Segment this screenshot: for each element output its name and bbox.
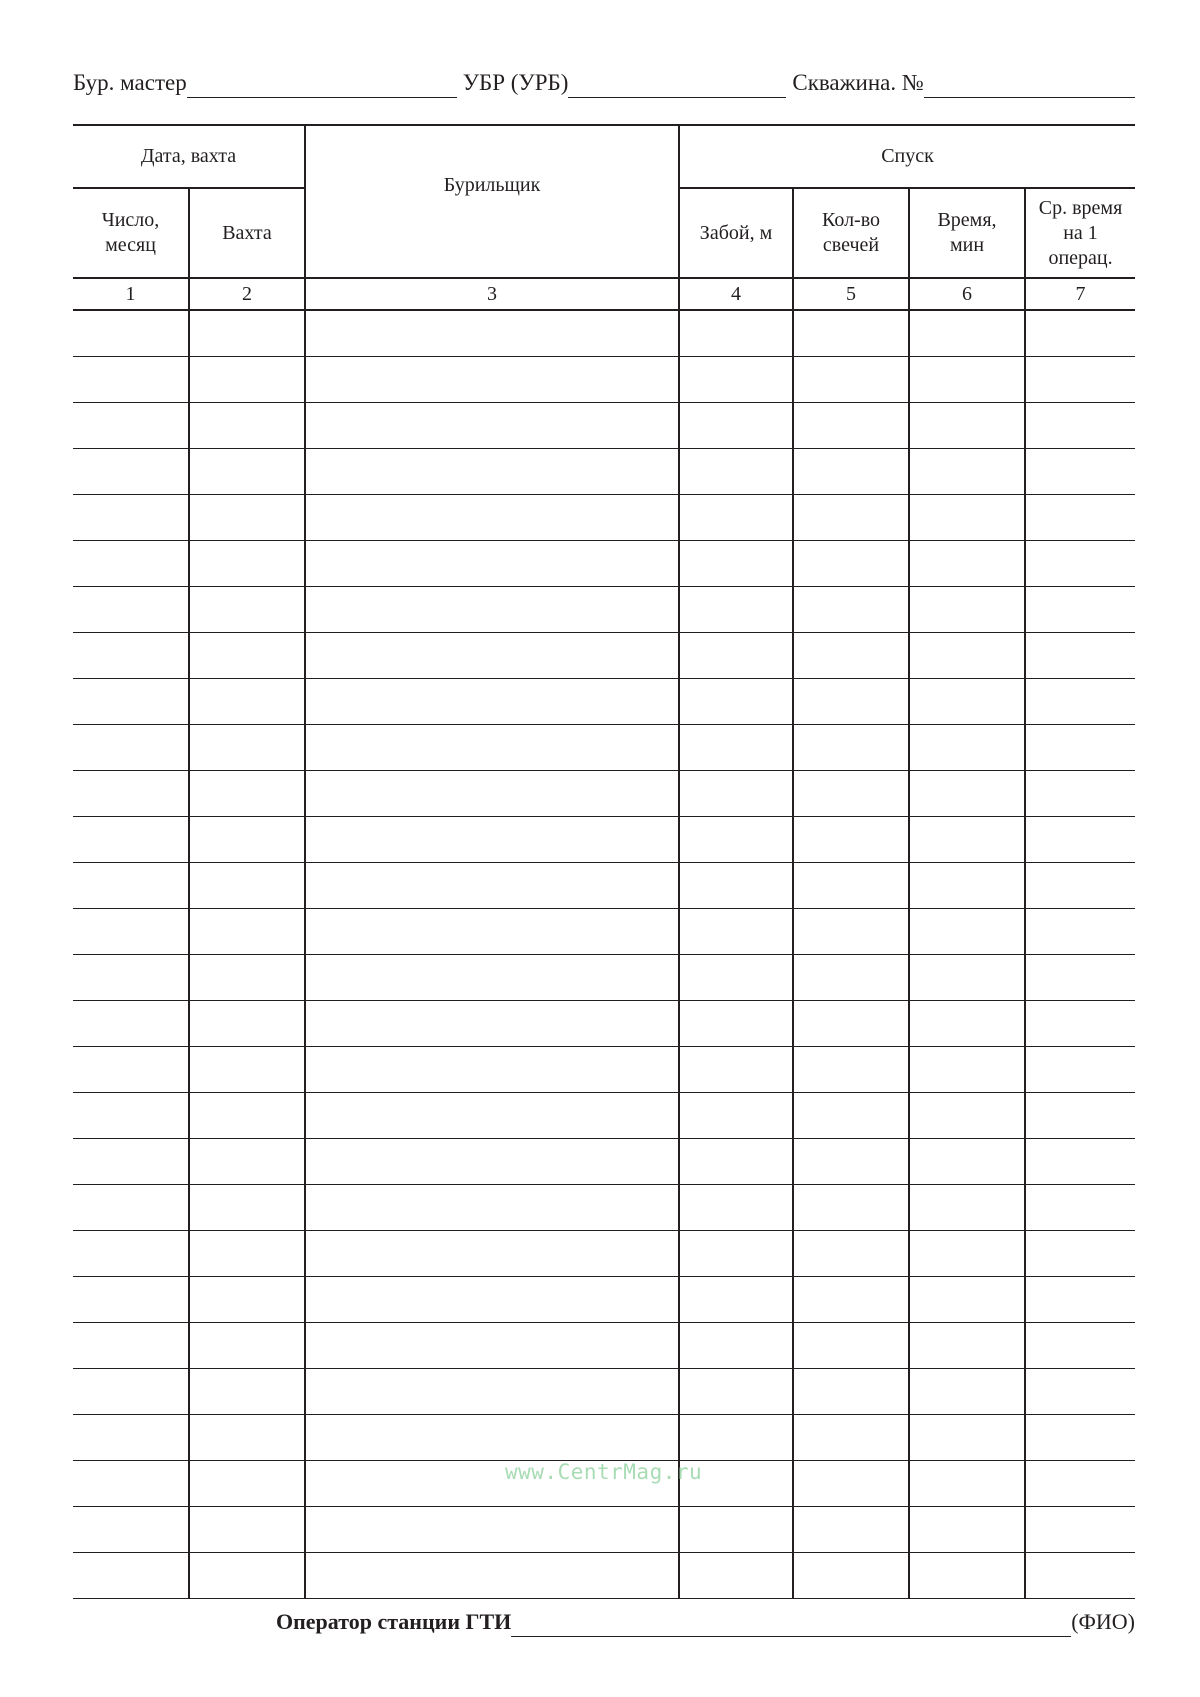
driller-cell[interactable] [305,1322,679,1368]
avg-time-cell[interactable] [1025,770,1135,816]
column-number: 6 [909,278,1025,310]
driller-cell[interactable] [305,1092,679,1138]
shift-cell[interactable] [189,1184,305,1230]
group-descent-header: Спуск [679,125,1135,188]
driller-cell[interactable] [305,770,679,816]
table-row [73,724,1135,770]
bottomhole-cell[interactable] [679,1138,793,1184]
column-number: 4 [679,278,793,310]
avg-time-cell[interactable] [1025,1414,1135,1460]
day-month-cell[interactable] [73,1368,189,1414]
shift-cell[interactable] [189,540,305,586]
avg-time-cell[interactable] [1025,1552,1135,1598]
table-row [73,310,1135,356]
full-name-hint: (ФИО) [1071,1609,1135,1634]
drilling-master-label: Бур. мастер [73,70,187,95]
stands-count-cell[interactable] [793,402,909,448]
avg-time-header-line1: Ср. время [1038,196,1123,219]
watermark-text: www.CentrMag.ru [505,1460,703,1484]
bottomhole-cell[interactable] [679,1414,793,1460]
bottomhole-cell[interactable] [679,724,793,770]
stands-count-header [793,188,909,278]
bottomhole-cell[interactable] [679,632,793,678]
stands-count-cell[interactable] [793,1368,909,1414]
bottomhole-cell[interactable] [679,1276,793,1322]
avg-time-cell[interactable] [1025,1322,1135,1368]
time-cell[interactable] [909,862,1025,908]
descent-log-table [73,124,1135,1599]
shift-cell[interactable] [189,1138,305,1184]
stands-count-cell[interactable] [793,632,909,678]
avg-time-cell[interactable] [1025,586,1135,632]
stands-count-cell[interactable] [793,1322,909,1368]
avg-time-header-line2: на 1 [1063,221,1098,244]
table-row [73,1000,1135,1046]
driller-cell[interactable] [305,1046,679,1092]
stands-count-cell[interactable] [793,1460,909,1506]
table-row [73,816,1135,862]
day-month-cell[interactable] [73,632,189,678]
time-cell[interactable] [909,1092,1025,1138]
bottomhole-cell[interactable] [679,1092,793,1138]
day-month-cell[interactable] [73,540,189,586]
bottomhole-cell[interactable] [679,310,793,356]
shift-cell[interactable] [189,310,305,356]
table-row [73,1092,1135,1138]
avg-time-cell[interactable] [1025,448,1135,494]
day-month-cell[interactable] [73,770,189,816]
stands-count-cell[interactable] [793,494,909,540]
bottomhole-cell[interactable] [679,1506,793,1552]
table-row [73,494,1135,540]
bottomhole-cell[interactable] [679,1046,793,1092]
avg-time-cell[interactable] [1025,1368,1135,1414]
stands-count-cell[interactable] [793,586,909,632]
avg-time-cell[interactable] [1025,1092,1135,1138]
table-row [73,770,1135,816]
avg-time-cell[interactable] [1025,310,1135,356]
table-row [73,1414,1135,1460]
stands-count-cell[interactable] [793,1276,909,1322]
avg-time-cell[interactable] [1025,816,1135,862]
time-cell[interactable] [909,954,1025,1000]
bottomhole-cell[interactable] [679,402,793,448]
shift-cell[interactable] [189,1322,305,1368]
day-month-cell[interactable] [73,586,189,632]
avg-time-cell[interactable] [1025,724,1135,770]
stands-count-cell[interactable] [793,1092,909,1138]
bottomhole-cell[interactable] [679,1322,793,1368]
avg-time-cell[interactable] [1025,954,1135,1000]
day-month-cell[interactable] [73,1046,189,1092]
avg-time-cell[interactable] [1025,402,1135,448]
avg-time-cell[interactable] [1025,908,1135,954]
driller-cell[interactable] [305,494,679,540]
day-month-cell[interactable] [73,1414,189,1460]
header-row-groups [73,125,1135,188]
stands-count-cell[interactable] [793,1230,909,1276]
driller-cell[interactable] [305,954,679,1000]
stands-count-cell[interactable] [793,1000,909,1046]
avg-time-cell[interactable] [1025,494,1135,540]
table-row [73,1138,1135,1184]
avg-time-cell[interactable] [1025,862,1135,908]
table-row [73,1046,1135,1092]
driller-cell[interactable] [305,1230,679,1276]
table-row [73,356,1135,402]
avg-time-cell[interactable] [1025,632,1135,678]
bottomhole-cell[interactable] [679,1184,793,1230]
bottomhole-cell[interactable] [679,954,793,1000]
bottomhole-cell[interactable] [679,540,793,586]
avg-time-cell[interactable] [1025,1230,1135,1276]
stands-count-cell[interactable] [793,1552,909,1598]
stands-count-cell[interactable] [793,1184,909,1230]
day-month-cell[interactable] [73,494,189,540]
time-cell[interactable] [909,402,1025,448]
column-number: 5 [793,278,909,310]
time-cell[interactable] [909,1276,1025,1322]
time-cell[interactable] [909,494,1025,540]
stands-count-cell[interactable] [793,356,909,402]
table-row [73,632,1135,678]
day-month-cell[interactable] [73,448,189,494]
driller-cell[interactable] [305,1368,679,1414]
avg-time-cell[interactable] [1025,1460,1135,1506]
table-row [73,908,1135,954]
bottomhole-cell[interactable] [679,356,793,402]
stands-count-cell[interactable] [793,540,909,586]
driller-cell[interactable] [305,1414,679,1460]
driller-cell[interactable] [305,310,679,356]
bottomhole-cell[interactable] [679,1230,793,1276]
shift-cell[interactable] [189,908,305,954]
time-cell[interactable] [909,356,1025,402]
driller-cell[interactable] [305,678,679,724]
well-number-label: Скважина. № [792,70,924,95]
time-cell[interactable] [909,908,1025,954]
avg-time-cell[interactable] [1025,1046,1135,1092]
stands-count-cell[interactable] [793,770,909,816]
column-number: 1 [73,278,189,310]
day-month-cell[interactable] [73,1322,189,1368]
time-cell[interactable] [909,678,1025,724]
bottomhole-cell[interactable] [679,816,793,862]
time-cell[interactable] [909,1460,1025,1506]
shift-cell[interactable] [189,448,305,494]
group-date-shift-header: Дата, вахта [73,125,305,188]
shift-cell[interactable] [189,402,305,448]
driller-cell[interactable] [305,1138,679,1184]
time-cell[interactable] [909,1230,1025,1276]
time-cell[interactable] [909,586,1025,632]
table-row [73,862,1135,908]
avg-time-header-line3: операц. [1048,246,1113,269]
shift-cell[interactable] [189,678,305,724]
bottomhole-cell[interactable] [679,862,793,908]
shift-cell[interactable] [189,586,305,632]
table-row [73,1368,1135,1414]
day-month-cell[interactable] [73,1000,189,1046]
avg-time-cell[interactable] [1025,1000,1135,1046]
shift-cell[interactable] [189,356,305,402]
time-cell[interactable] [909,1368,1025,1414]
stands-count-cell[interactable] [793,862,909,908]
time-cell[interactable] [909,1046,1025,1092]
time-cell[interactable] [909,1414,1025,1460]
driller-cell[interactable] [305,1552,679,1598]
table-row [73,448,1135,494]
table-row [73,678,1135,724]
bottomhole-cell[interactable] [679,1368,793,1414]
driller-cell[interactable] [305,632,679,678]
shift-cell[interactable] [189,1368,305,1414]
bottomhole-cell[interactable] [679,678,793,724]
shift-cell[interactable] [189,1276,305,1322]
column-number: 7 [1025,278,1135,310]
time-cell[interactable] [909,1000,1025,1046]
day-month-cell[interactable] [73,908,189,954]
table-row [73,586,1135,632]
time-cell[interactable] [909,1184,1025,1230]
column-number: 3 [305,278,679,310]
driller-cell[interactable] [305,448,679,494]
driller-header-label: Бурильщик [443,174,541,196]
time-cell[interactable] [909,816,1025,862]
time-cell[interactable] [909,1552,1025,1598]
stands-count-cell[interactable] [793,816,909,862]
driller-cell[interactable] [305,540,679,586]
column-number: 2 [189,278,305,310]
time-cell[interactable] [909,1322,1025,1368]
stands-count-cell[interactable] [793,1414,909,1460]
bottomhole-cell[interactable] [679,1552,793,1598]
stands-count-cell[interactable] [793,678,909,724]
shift-cell[interactable] [189,1552,305,1598]
gti-operator-field[interactable] [511,1608,1071,1637]
drilling-master-field[interactable] [187,69,457,98]
driller-cell[interactable] [305,1184,679,1230]
driller-header [305,125,679,278]
day-month-cell[interactable] [73,1138,189,1184]
day-month-cell[interactable] [73,1460,189,1506]
day-month-cell[interactable] [73,1092,189,1138]
time-cell[interactable] [909,632,1025,678]
shift-cell[interactable] [189,1414,305,1460]
table-row [73,1184,1135,1230]
stands-count-cell[interactable] [793,908,909,954]
driller-cell[interactable] [305,1000,679,1046]
time-header-line1: Время, [937,209,997,231]
time-cell[interactable] [909,540,1025,586]
bottomhole-cell[interactable] [679,586,793,632]
time-header [909,188,1025,278]
day-month-cell[interactable] [73,310,189,356]
day-month-cell[interactable] [73,862,189,908]
table-row [73,1552,1135,1598]
stands-count-cell[interactable] [793,724,909,770]
stands-count-header-line1: Кол-во [822,209,881,231]
stands-count-cell[interactable] [793,954,909,1000]
day-month-cell[interactable] [73,954,189,1000]
shift-cell[interactable] [189,1460,305,1506]
avg-time-cell[interactable] [1025,678,1135,724]
shift-cell[interactable] [189,632,305,678]
bottomhole-header: Забой, м [679,188,793,278]
stands-count-cell[interactable] [793,1506,909,1552]
driller-cell[interactable] [305,1276,679,1322]
avg-time-header [1025,188,1135,278]
driller-cell[interactable] [305,1506,679,1552]
avg-time-cell[interactable] [1025,1184,1135,1230]
header-fields [73,66,1135,98]
day-month-cell[interactable] [73,816,189,862]
shift-cell[interactable] [189,1092,305,1138]
gti-operator-label: Оператор станции ГТИ [276,1609,512,1634]
driller-cell[interactable] [305,724,679,770]
bottomhole-cell[interactable] [679,494,793,540]
well-number-field[interactable] [924,69,1135,98]
ubr-field[interactable] [568,69,786,98]
avg-time-cell[interactable] [1025,1276,1135,1322]
driller-cell[interactable] [305,816,679,862]
time-cell[interactable] [909,724,1025,770]
shift-cell[interactable] [189,954,305,1000]
day-month-cell[interactable] [73,1184,189,1230]
stands-count-header-line2: свечей [822,234,880,256]
avg-time-cell[interactable] [1025,356,1135,402]
bottomhole-cell[interactable] [679,1000,793,1046]
driller-cell[interactable] [305,862,679,908]
footer-fields [276,1605,1135,1637]
bottomhole-cell[interactable] [679,770,793,816]
driller-cell[interactable] [305,908,679,954]
table-row [73,1276,1135,1322]
shift-cell[interactable] [189,770,305,816]
table-row [73,540,1135,586]
day-month-cell[interactable] [73,724,189,770]
table-row [73,954,1135,1000]
driller-cell[interactable] [305,356,679,402]
shift-cell[interactable] [189,1506,305,1552]
shift-header: Вахта [189,188,305,278]
time-cell[interactable] [909,1506,1025,1552]
shift-cell[interactable] [189,1000,305,1046]
day-month-header [73,188,189,278]
time-cell[interactable] [909,770,1025,816]
shift-cell[interactable] [189,1046,305,1092]
day-month-cell[interactable] [73,402,189,448]
stands-count-cell[interactable] [793,310,909,356]
shift-cell[interactable] [189,862,305,908]
table-row [73,402,1135,448]
table-row [73,1322,1135,1368]
avg-time-cell[interactable] [1025,540,1135,586]
stands-count-cell[interactable] [793,1046,909,1092]
day-month-header-line1: Число, [101,209,160,231]
shift-cell[interactable] [189,816,305,862]
day-month-cell[interactable] [73,1506,189,1552]
day-month-cell[interactable] [73,1276,189,1322]
day-month-cell[interactable] [73,356,189,402]
avg-time-cell[interactable] [1025,1506,1135,1552]
time-cell[interactable] [909,448,1025,494]
table-row [73,1506,1135,1552]
avg-time-cell[interactable] [1025,1138,1135,1184]
driller-cell[interactable] [305,402,679,448]
stands-count-cell[interactable] [793,448,909,494]
shift-cell[interactable] [189,724,305,770]
day-month-header-line2: месяц [105,234,156,256]
time-cell[interactable] [909,310,1025,356]
table-row [73,1230,1135,1276]
shift-cell[interactable] [189,494,305,540]
bottomhole-cell[interactable] [679,448,793,494]
stands-count-cell[interactable] [793,1138,909,1184]
driller-cell[interactable] [305,586,679,632]
time-cell[interactable] [909,1138,1025,1184]
column-numbers-row [73,278,1135,310]
day-month-cell[interactable] [73,678,189,724]
ubr-label: УБР (УРБ) [462,70,569,95]
bottomhole-cell[interactable] [679,908,793,954]
day-month-cell[interactable] [73,1552,189,1598]
time-header-line2: мин [949,234,985,256]
shift-cell[interactable] [189,1230,305,1276]
day-month-cell[interactable] [73,1230,189,1276]
